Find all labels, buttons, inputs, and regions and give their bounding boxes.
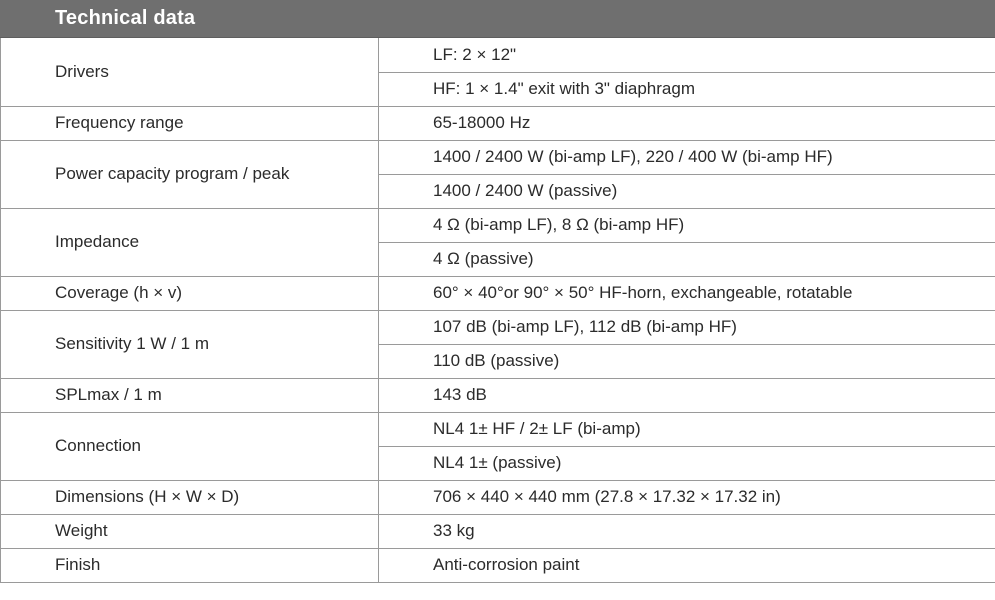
spec-value: HF: 1 × 1.4" exit with 3" diaphragm <box>379 72 995 106</box>
table-row <box>1 276 995 310</box>
spec-value: 65-18000 Hz <box>379 106 995 140</box>
spec-value: NL4 1± (passive) <box>379 446 995 480</box>
spec-value: 4 Ω (passive) <box>379 242 995 276</box>
spec-value: 4 Ω (bi-amp LF), 8 Ω (bi-amp HF) <box>379 208 995 242</box>
spec-label-drivers: Drivers <box>1 38 379 106</box>
spec-label-weight: Weight <box>1 514 379 548</box>
table-row <box>1 310 995 344</box>
spec-label-frequency-range: Frequency range <box>1 106 379 140</box>
table-row <box>1 514 995 548</box>
spec-label-finish: Finish <box>1 548 379 582</box>
table-row <box>1 548 995 582</box>
spec-value: Anti-corrosion paint <box>379 548 995 582</box>
spec-value: 1400 / 2400 W (passive) <box>379 174 995 208</box>
spec-value: 107 dB (bi-amp LF), 112 dB (bi-amp HF) <box>379 310 995 344</box>
table-header-bar <box>0 0 995 38</box>
table-row <box>1 412 995 446</box>
spec-table <box>0 38 995 583</box>
table-row <box>1 480 995 514</box>
spec-label-sensitivity: Sensitivity 1 W / 1 m <box>1 310 379 378</box>
spec-label-impedance: Impedance <box>1 208 379 276</box>
spec-value: LF: 2 × 12" <box>379 38 995 72</box>
table-row <box>1 106 995 140</box>
spec-value: NL4 1± HF / 2± LF (bi-amp) <box>379 412 995 446</box>
spec-value: 143 dB <box>379 378 995 412</box>
table-row <box>1 378 995 412</box>
table-row <box>1 208 995 242</box>
spec-label-connection: Connection <box>1 412 379 480</box>
table-row <box>1 140 995 174</box>
table-row <box>1 38 995 72</box>
spec-value: 60° × 40°or 90° × 50° HF-horn, exchangeable, rotatable <box>379 276 995 310</box>
spec-label-power-capacity: Power capacity program / peak <box>1 140 379 208</box>
spec-label-splmax: SPLmax / 1 m <box>1 378 379 412</box>
spec-label-coverage: Coverage (h × v) <box>1 276 379 310</box>
spec-value: 33 kg <box>379 514 995 548</box>
table-title: Technical data <box>55 7 196 29</box>
spec-label-dimensions: Dimensions (H × W × D) <box>1 480 379 514</box>
spec-value: 706 × 440 × 440 mm (27.8 × 17.32 × 17.32 in) <box>379 480 995 514</box>
spec-value: 110 dB (passive) <box>379 344 995 378</box>
spec-value: 1400 / 2400 W (bi-amp LF), 220 / 400 W (bi-amp HF) <box>379 140 995 174</box>
